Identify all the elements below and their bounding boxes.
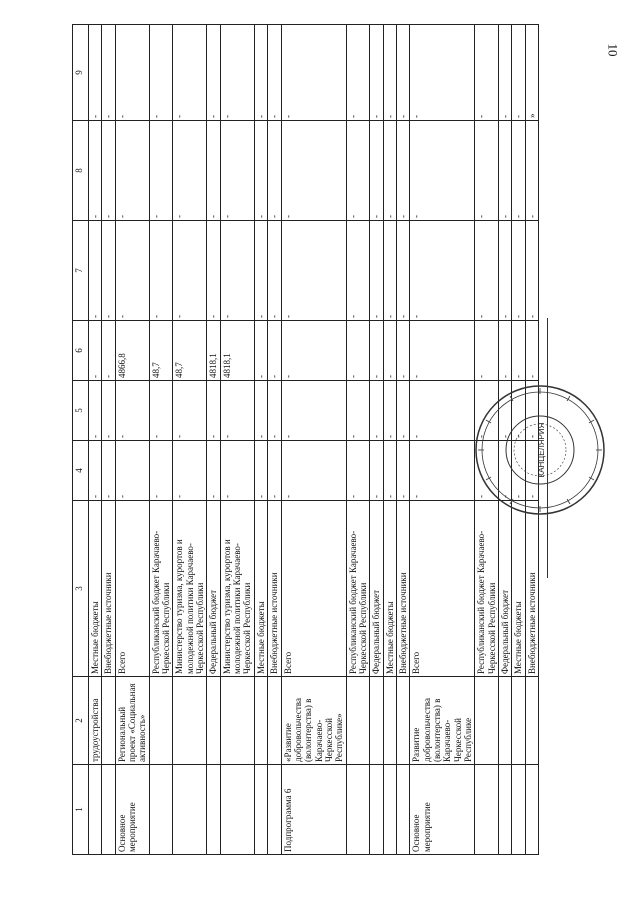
value-cell: - xyxy=(254,121,267,221)
table-row xyxy=(115,25,149,855)
cell-c3: Федеральный бюджет xyxy=(499,501,512,677)
value-cell: - xyxy=(207,121,220,221)
value-cell: - xyxy=(370,441,383,501)
value-cell: - xyxy=(346,381,370,441)
value-cell: - xyxy=(383,121,396,221)
official-seal xyxy=(470,380,610,520)
value-cell: - xyxy=(115,121,149,221)
value-cell: - xyxy=(207,441,220,501)
value-cell: - xyxy=(173,221,207,321)
cell-c1 xyxy=(346,765,370,855)
header-cell: 7 xyxy=(73,221,89,321)
cell-c2 xyxy=(499,677,512,765)
value-cell: - xyxy=(89,25,102,121)
value-cell: - xyxy=(475,321,499,381)
value-cell: - xyxy=(410,221,475,321)
cell-c2 xyxy=(346,677,370,765)
value-cell: 48,7 xyxy=(173,321,207,381)
value-cell: - xyxy=(102,121,115,221)
header-row xyxy=(73,25,89,855)
value-cell: - xyxy=(383,381,396,441)
cell-c2 xyxy=(149,677,173,765)
value-cell: - xyxy=(149,25,173,121)
header-cell: 9 xyxy=(73,25,89,121)
value-cell: - xyxy=(149,441,173,501)
value-cell: - xyxy=(370,381,383,441)
cell-c3: Всего xyxy=(115,501,149,677)
value-cell: - xyxy=(396,221,409,321)
cell-c3: Внебюджетные источники xyxy=(102,501,115,677)
cell-c1 xyxy=(383,765,396,855)
cell-c2 xyxy=(475,677,499,765)
value-cell: - xyxy=(525,121,538,221)
value-cell: 4866,8 xyxy=(115,321,149,381)
table-row xyxy=(281,25,346,855)
cell-c3: Республиканский бюджет Карачаево-Черкесской Республики xyxy=(346,501,370,677)
cell-c1 xyxy=(207,765,220,855)
value-cell: - xyxy=(346,441,370,501)
cell-c2 xyxy=(207,677,220,765)
cell-c3: Местные бюджеты xyxy=(254,501,267,677)
value-cell: - xyxy=(512,381,525,441)
cell-c1 xyxy=(370,765,383,855)
value-cell: - xyxy=(281,441,346,501)
header-cell: 2 xyxy=(73,677,89,765)
value-cell: - xyxy=(512,441,525,501)
value-cell: - xyxy=(525,441,538,501)
table-row xyxy=(207,25,220,855)
value-cell: - xyxy=(396,441,409,501)
cell-c3: Всего xyxy=(281,501,346,677)
value-cell: - xyxy=(268,381,281,441)
value-cell: - xyxy=(220,441,254,501)
value-cell: - xyxy=(512,25,525,121)
value-cell: - xyxy=(89,381,102,441)
value-cell: - xyxy=(410,441,475,501)
value-cell: - xyxy=(254,321,267,381)
header-cell: 3 xyxy=(73,501,89,677)
table-row xyxy=(173,25,207,855)
cell-c3: Федеральный бюджет xyxy=(207,501,220,677)
value-cell: - xyxy=(173,381,207,441)
value-cell: - xyxy=(89,441,102,501)
value-cell: - xyxy=(370,121,383,221)
value-cell: - xyxy=(499,381,512,441)
table-row xyxy=(149,25,173,855)
value-cell: - xyxy=(499,441,512,501)
value-cell: - xyxy=(281,121,346,221)
table-row xyxy=(410,25,475,855)
value-cell: - xyxy=(383,25,396,121)
value-cell: - xyxy=(89,221,102,321)
value-cell: - xyxy=(207,25,220,121)
value-cell: - xyxy=(396,121,409,221)
value-cell: - xyxy=(268,121,281,221)
value-cell: - xyxy=(89,121,102,221)
cell-c2 xyxy=(173,677,207,765)
value-cell: - xyxy=(396,25,409,121)
value-cell: - xyxy=(525,221,538,321)
value-cell: - xyxy=(102,381,115,441)
value-cell: - xyxy=(410,121,475,221)
cell-c2: Региональный проект «Социальная активность» xyxy=(115,677,149,765)
cell-c1 xyxy=(396,765,409,855)
value-cell: - xyxy=(173,441,207,501)
cell-c1 xyxy=(220,765,254,855)
table-row xyxy=(254,25,267,855)
value-cell: - xyxy=(370,321,383,381)
cell-c1 xyxy=(525,765,538,855)
table-row xyxy=(89,25,102,855)
value-cell: - xyxy=(89,321,102,381)
cell-c3: Министерство туризма, курортов и молодежной политики Карачаево-Черкесской Республики xyxy=(220,501,254,677)
cell-c1 xyxy=(149,765,173,855)
cell-c1 xyxy=(89,765,102,855)
stamp-label: КАНЦЕЛЯРИЯ xyxy=(537,422,546,478)
value-cell: - xyxy=(346,25,370,121)
cell-c3: Внебюджетные источники xyxy=(396,501,409,677)
value-cell: - xyxy=(370,25,383,121)
value-cell: - xyxy=(475,441,499,501)
table-row xyxy=(268,25,281,855)
value-cell: - xyxy=(207,381,220,441)
cell-c1 xyxy=(512,765,525,855)
value-cell: - xyxy=(396,381,409,441)
value-cell: - xyxy=(102,25,115,121)
cell-c3: Федеральный бюджет xyxy=(370,501,383,677)
header-cell: 8 xyxy=(73,121,89,221)
value-cell: - xyxy=(525,321,538,381)
value-cell: - xyxy=(475,25,499,121)
header-cell: 1 xyxy=(73,765,89,855)
table-row xyxy=(220,25,254,855)
value-cell: - xyxy=(149,121,173,221)
value-cell: 48,7 xyxy=(149,321,173,381)
value-cell: - xyxy=(220,121,254,221)
value-cell: - xyxy=(383,441,396,501)
header-cell: 5 xyxy=(73,381,89,441)
value-cell: - xyxy=(115,381,149,441)
cell-c3: Республиканский бюджет Карачаево-Черкесской Республики xyxy=(149,501,173,677)
value-cell: - xyxy=(268,321,281,381)
value-cell: - xyxy=(102,441,115,501)
value-cell: - xyxy=(346,321,370,381)
value-cell: - xyxy=(281,321,346,381)
value-cell: - xyxy=(220,381,254,441)
cell-c2 xyxy=(254,677,267,765)
value-cell: » xyxy=(525,25,538,121)
cell-c3: Всего xyxy=(410,501,475,677)
value-cell: 4818,1 xyxy=(207,321,220,381)
value-cell: - xyxy=(499,25,512,121)
value-cell: - xyxy=(346,121,370,221)
value-cell: - xyxy=(268,441,281,501)
value-cell: - xyxy=(396,321,409,381)
table-row xyxy=(383,25,396,855)
value-cell: - xyxy=(102,321,115,381)
value-cell: - xyxy=(173,121,207,221)
cell-c2 xyxy=(268,677,281,765)
cell-c2 xyxy=(102,677,115,765)
cell-c1 xyxy=(102,765,115,855)
value-cell: - xyxy=(499,321,512,381)
value-cell: - xyxy=(512,121,525,221)
page-number: 10 xyxy=(605,43,621,57)
cell-c1 xyxy=(268,765,281,855)
value-cell: - xyxy=(281,25,346,121)
value-cell: - xyxy=(410,25,475,121)
cell-c2 xyxy=(370,677,383,765)
value-cell: - xyxy=(512,321,525,381)
cell-c2 xyxy=(512,677,525,765)
cell-c1: Подпрограмма 6 xyxy=(281,765,346,855)
value-cell: - xyxy=(281,221,346,321)
cell-c3: Местные бюджеты xyxy=(512,501,525,677)
value-cell: - xyxy=(115,221,149,321)
value-cell: - xyxy=(410,321,475,381)
cell-c2 xyxy=(396,677,409,765)
value-cell: - xyxy=(499,121,512,221)
cell-c1 xyxy=(475,765,499,855)
value-cell: - xyxy=(525,381,538,441)
value-cell: - xyxy=(254,221,267,321)
value-cell: - xyxy=(370,221,383,321)
table-row xyxy=(346,25,370,855)
value-cell: 4818,1 xyxy=(220,321,254,381)
cell-c1 xyxy=(173,765,207,855)
cell-c1 xyxy=(499,765,512,855)
cell-c2: «Развитие добровольчества (волонтерства) в Карачаево-Черкесской Республике» xyxy=(281,677,346,765)
value-cell: - xyxy=(115,25,149,121)
table-row xyxy=(396,25,409,855)
value-cell: - xyxy=(475,121,499,221)
cell-c1: Основное мероприятие xyxy=(410,765,475,855)
value-cell: - xyxy=(475,221,499,321)
value-cell: - xyxy=(254,381,267,441)
value-cell: - xyxy=(254,25,267,121)
cell-c3: Внебюджетные источники xyxy=(525,501,538,677)
value-cell: - xyxy=(383,321,396,381)
value-cell: - xyxy=(475,381,499,441)
cell-c1 xyxy=(254,765,267,855)
header-cell: 4 xyxy=(73,441,89,501)
value-cell: - xyxy=(410,381,475,441)
cell-c3: Республиканский бюджет Карачаево-Черкесской Республики xyxy=(475,501,499,677)
value-cell: - xyxy=(207,221,220,321)
budget-table-container xyxy=(72,25,537,855)
value-cell: - xyxy=(268,221,281,321)
cell-c2 xyxy=(383,677,396,765)
table-row xyxy=(370,25,383,855)
value-cell: - xyxy=(346,221,370,321)
cell-c3: Министерство туризма, курортов и молодежной политики Карачаево-Черкесской Республики xyxy=(173,501,207,677)
cell-c3: Местные бюджеты xyxy=(89,501,102,677)
budget-table xyxy=(72,24,539,855)
value-cell: - xyxy=(512,221,525,321)
cell-c2: трудоустройства xyxy=(89,677,102,765)
value-cell: - xyxy=(115,441,149,501)
value-cell: - xyxy=(220,221,254,321)
cell-c2: Развитие добровольчества (волонтерства) в Карачаево-Черкесской Республике xyxy=(410,677,475,765)
value-cell: - xyxy=(149,381,173,441)
value-cell: - xyxy=(499,221,512,321)
value-cell: - xyxy=(173,25,207,121)
value-cell: - xyxy=(220,25,254,121)
cell-c2 xyxy=(525,677,538,765)
cell-c2 xyxy=(220,677,254,765)
cell-c3: Местные бюджеты xyxy=(383,501,396,677)
table-row xyxy=(102,25,115,855)
cell-c3: Внебюджетные источники xyxy=(268,501,281,677)
value-cell: - xyxy=(149,221,173,321)
value-cell: - xyxy=(383,221,396,321)
header-cell: 6 xyxy=(73,321,89,381)
value-cell: - xyxy=(281,381,346,441)
cell-c1: Основное мероприятие xyxy=(115,765,149,855)
value-cell: - xyxy=(268,25,281,121)
value-cell: - xyxy=(254,441,267,501)
value-cell: - xyxy=(102,221,115,321)
